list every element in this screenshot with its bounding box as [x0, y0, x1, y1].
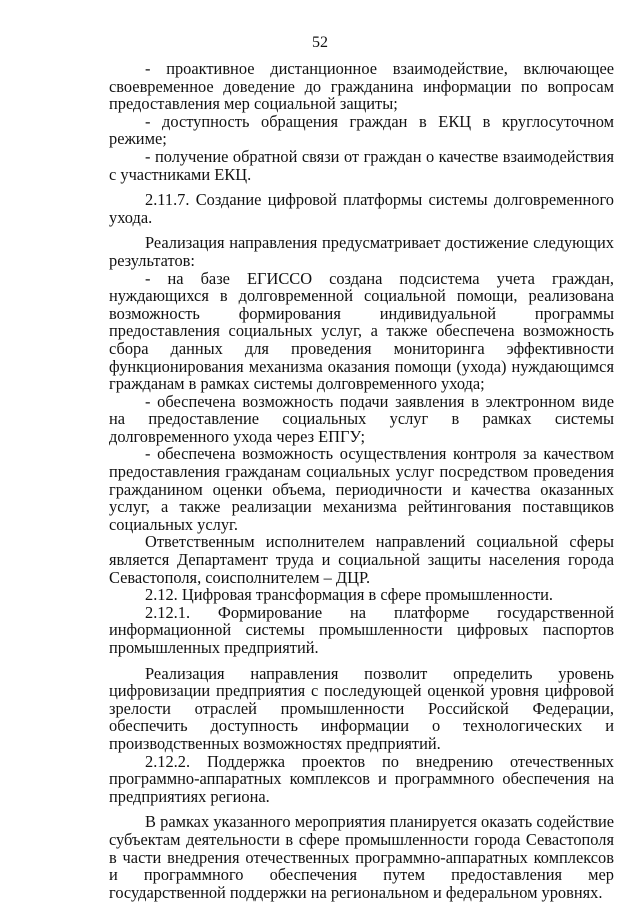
paragraph-feedback: - получение обратной связи от граждан о качестве взаимодействия с участниками ЕКЦ.: [109, 146, 614, 184]
section-heading-2-12: 2.12. Цифровая трансформация в сфере промышленности.: [145, 585, 554, 605]
section-heading-2-12-1: 2.12.1. Формирование на платформе государственной информационной системы промышленности цифровых паспортов промышленных предприятий.: [109, 602, 614, 657]
paragraph-ekc-access: - доступность обращения граждан в ЕКЦ в круглосуточном режиме;: [109, 111, 614, 149]
paragraph-egisso-subsystem: - на базе ЕГИССО создана подсистема учета граждан, нуждающихся в долговременной социальной помощи, реализована возможность формирования индивидуальной программы предоставления социальных услуг, а также обеспечена возможность сбора данных для проведения мониторинга эффективности функционирования механизма оказания помощи (ухода) нуждающимся гражданам в рамках системы долговременного ухода;: [109, 268, 614, 394]
paragraph-epgu-applications: - обеспечена возможность подачи заявления в электронном виде на предоставление социальных услуг в рамках системы долговременного ухода через ЕПГУ;: [109, 391, 614, 446]
paragraph-responsible-executor: Ответственным исполнителем направлений социальной сферы является Департамент труда и социальной защиты населения города Севастополя, соисполнителем – ДЦР.: [109, 532, 614, 587]
section-heading-2-12-2: 2.12.2. Поддержка проектов по внедрению отечественных программно-аппаратных комплексов и программного обеспечения на предприятиях региона.: [109, 751, 614, 806]
paragraph-quality-control: - обеспечена возможность осуществления контроля за качеством предоставления гражданам социальных услуг посредством проведения гражданином оценки объема, периодичности и качества оказанных услуг, а также реализации механизма рейтингования поставщиков социальных услуг.: [109, 444, 614, 534]
page-number: 52: [312, 34, 328, 51]
paragraph-results-intro: Реализация направления предусматривает достижение следующих результатов:: [109, 233, 614, 270]
section-heading-2-11-7: 2.11.7. Создание цифровой платформы системы долговременного ухода.: [109, 190, 614, 227]
paragraph-proactive-interaction: - проактивное дистанционное взаимодействие, включающее своевременное доведение до гражданина информации по вопросам предоставления мер социальной защиты;: [109, 59, 614, 114]
paragraph-support-measures: В рамках указанного мероприятия планируется оказать содействие субъектам деятельности в сфере промышленности города Севастополя в части внедрения отечественных программно-аппаратных комплексов и программного обеспечения путем предоставления мер государственной поддержки на региональном и федеральном уровнях.: [109, 812, 614, 902]
paragraph-digitalization-level: Реализация направления позволит определить уровень цифровизации предприятия с последующей оценкой уровня цифровой зрелости отраслей промышленности Российской Федерации, обеспечить доступность информации о технологических и производственных возможностях предприятий.: [109, 663, 614, 753]
document-body: [109, 60, 614, 901]
